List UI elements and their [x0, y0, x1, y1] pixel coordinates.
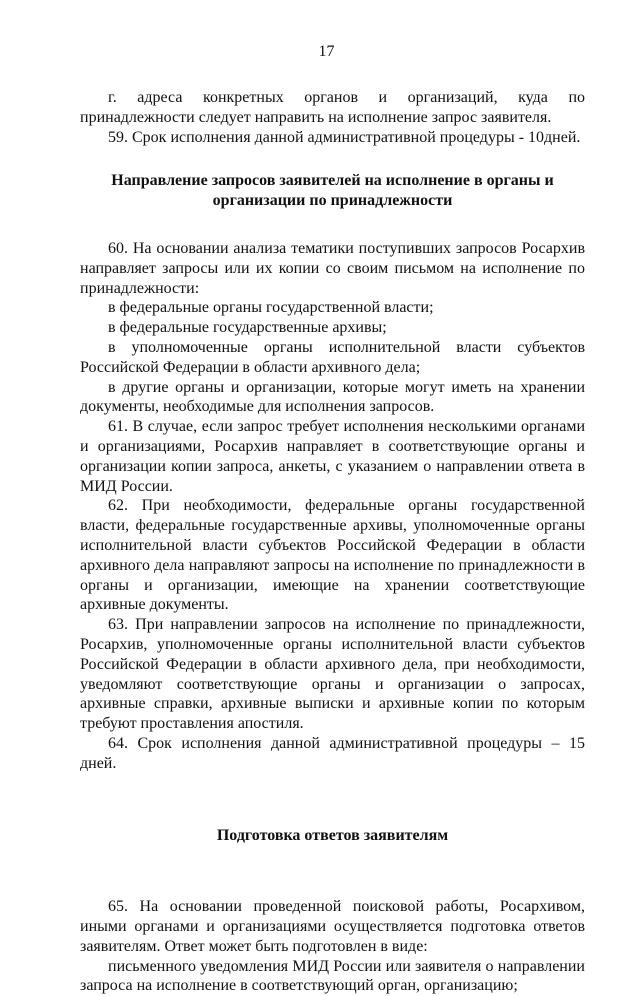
list-item-other-organizations: в другие органы и организации, которые могут иметь на хранении документы, необходимые для исполнения запросов.: [80, 378, 585, 416]
paragraph-60: 60. На основании анализа тематики поступивших запросов Росархив направляет запросы или их копии со своим письмом на исполнение по принадлежности:: [80, 239, 585, 297]
paragraph-item-g: г. адреса конкретных органов и организаций, куда по принадлежности следует направить на исполнение запрос заявителя.: [80, 89, 585, 126]
paragraph-59: 59. Срок исполнения данной административной процедуры - 10дней.: [108, 128, 581, 146]
list-item-federal-bodies: в федеральные органы государственной власти;: [108, 299, 434, 317]
paragraph-64: 64. Срок исполнения данной административной процедуры – 15 дней.: [80, 734, 585, 772]
document-page: [80, 42, 585, 996]
list-item-written-notice: письменного уведомления МИД России или заявителя о направлении запроса на исполнение в соответствующий орган, организацию;: [80, 957, 585, 995]
section-heading-responses: Подготовка ответов заявителям: [216, 826, 449, 844]
paragraph-61: 61. В случае, если запрос требует исполнения несколькими органами и организациями, Росархив направляет в соответствующие органы и организации копии запроса, анкеты, с указанием о направлении ответа в МИД России.: [80, 418, 585, 495]
section-heading-routing: Направление запросов заявителей на исполнение в органы и организации по принадлежности: [111, 172, 554, 210]
paragraph-65: 65. На основании проведенной поисковой работы, Росархивом, иными органами и организациями осуществляется подготовка ответов заявителям. Ответ может быть подготовлен в виде:: [80, 898, 585, 955]
page-number: 17: [318, 43, 335, 60]
list-item-regional-bodies: в уполномоченные органы исполнительной власти субъектов Российской Федерации в области архивного дела;: [80, 338, 585, 376]
paragraph-63: 63. При направлении запросов на исполнение по принадлежности, Росархив, уполномоченные органы исполнительной власти субъектов Российской Федерации в области архивного дела, при необходимости, уведомляют соответствующие органы и организации о запросах, архивные справки, архивные выписки и архивные копии по которым требуют проставления апостиля.: [80, 616, 585, 733]
paragraph-62: 62. При необходимости, федеральные органы государственной власти, федеральные государственные архивы, уполномоченные органы исполнительной власти субъектов Российской Федерации в области архивного дела направляют запросы на исполнение по принадлежности в органы и организации, имеющие на хранении соответствующие архивные документы.: [80, 497, 585, 614]
list-item-federal-archives: в федеральные государственные архивы;: [108, 319, 387, 337]
